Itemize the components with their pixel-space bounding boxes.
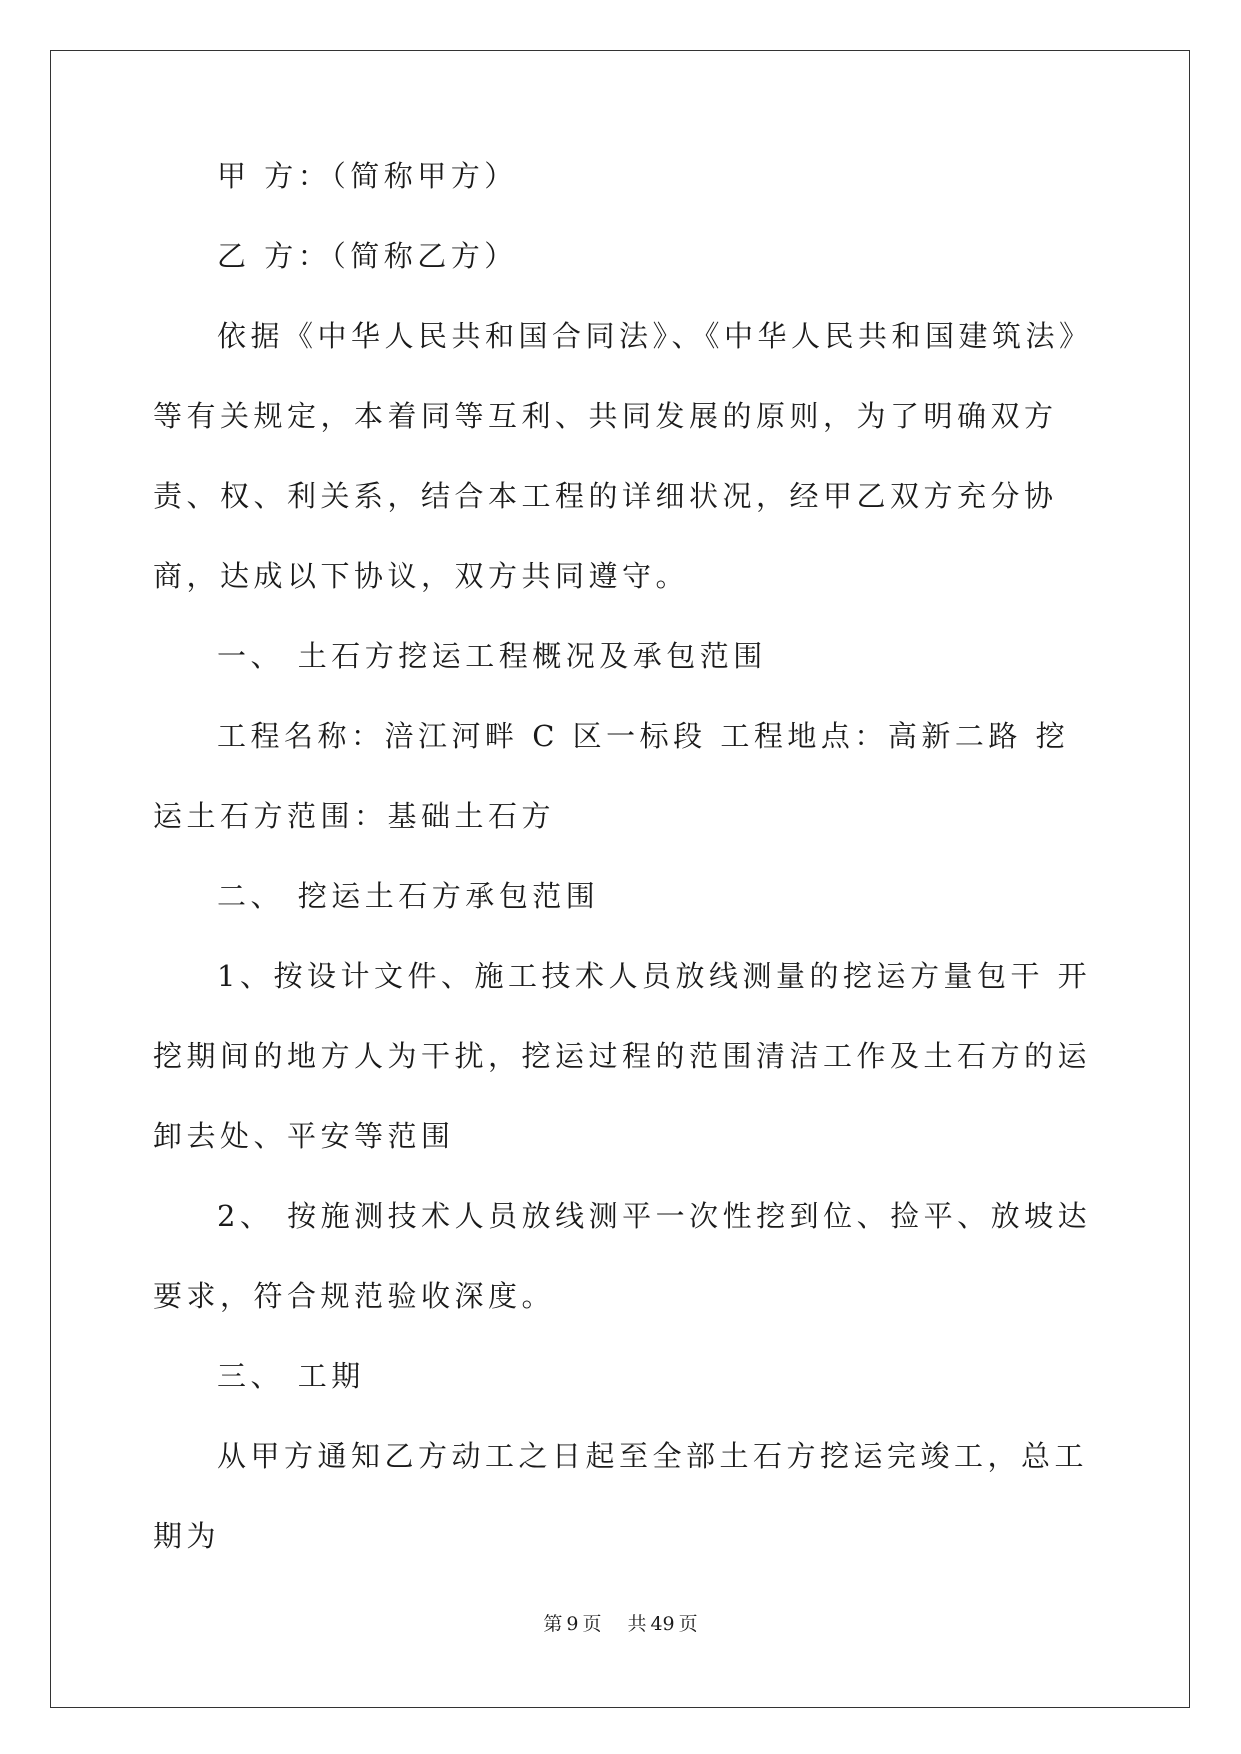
section-3-heading: 三、 工期 <box>217 1359 365 1393</box>
total-prefix: 共 <box>627 1613 647 1635</box>
preamble-paragraph: 依据《中华人民共和国合同法》、《中华人民共和国建筑法》等有关规定，本着同等互利、共同发展的原则，为了明确双方责、权、利关系，结合本工程的详细状况，经甲乙双方充分协商，达成以下协议，双方共同遵守。 <box>153 319 1093 593</box>
page-total: 49 <box>650 1613 675 1635</box>
page-suffix: 页 <box>582 1613 602 1635</box>
section-1-heading: 一、 土石方挖运工程概况及承包范围 <box>217 639 767 673</box>
clause-1-paragraph: 1、按设计文件、施工技术人员放线测量的挖运方量包干 开挖期间的地方人为干扰，挖运过程的范围清洁工作及土石方的运卸去处、平安等范围 <box>153 959 1092 1153</box>
total-suffix: 页 <box>678 1613 698 1635</box>
project-info-paragraph: 工程名称：涪江河畔 C 区一标段 工程地点：高新二路 挖运土石方范围：基础土石方 <box>153 719 1070 833</box>
clause-2-paragraph: 2、 按施测技术人员放线测平一次性挖到位、捡平、放坡达要求，符合规范验收深度。 <box>153 1199 1092 1313</box>
page-number: 9 <box>566 1613 579 1635</box>
party-b-line: 乙 方：（简称乙方） <box>217 239 518 273</box>
party-a-line: 甲 方：（简称甲方） <box>217 159 518 193</box>
section-2-heading: 二、 挖运土石方承包范围 <box>217 879 600 913</box>
schedule-paragraph: 从甲方通知乙方动工之日起至全部土石方挖运完竣工，总工期为 <box>153 1439 1089 1553</box>
page-prefix: 第 <box>543 1613 563 1635</box>
page-footer <box>0 1612 1241 1636</box>
